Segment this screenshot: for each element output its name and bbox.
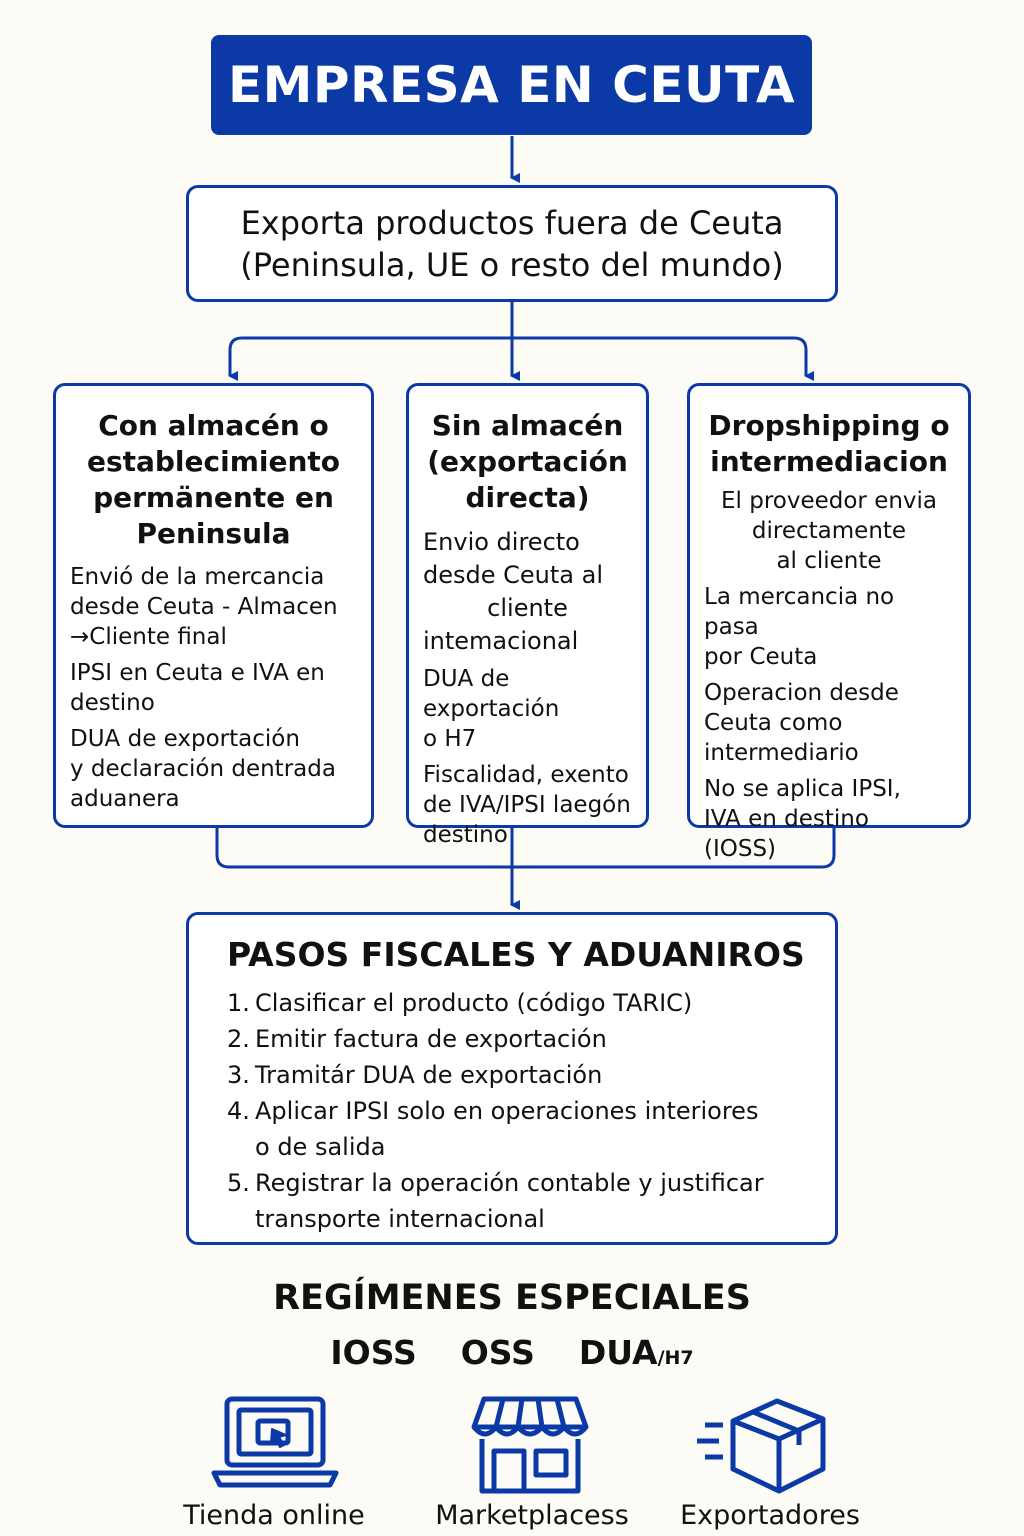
step-text — [255, 1021, 607, 1057]
item-line: Operacion desde — [704, 680, 899, 706]
step-text — [255, 985, 692, 1021]
column-title — [704, 408, 954, 480]
item-line: No se aplica IPSI, — [704, 776, 901, 802]
step-text — [255, 1057, 602, 1093]
column-item — [70, 658, 357, 718]
steps-box — [186, 912, 838, 1245]
column-item — [704, 582, 954, 672]
arrow-export-to-right — [512, 338, 806, 376]
step-item — [227, 1057, 815, 1093]
item-line: DUA de exportación — [70, 726, 300, 752]
item-line: Ceuta como intermediario — [704, 710, 859, 766]
regime-dua-label: DUA — [578, 1333, 658, 1372]
regime-ioss: IOSS — [330, 1333, 417, 1372]
step-text — [255, 1093, 758, 1165]
item-line: de IVA/IPSI laegón — [423, 792, 631, 818]
item-line: directamente — [751, 518, 907, 544]
export-box — [186, 185, 838, 302]
step-item — [227, 985, 815, 1021]
item-line: El proveedor envia — [720, 488, 938, 514]
steps-title: PASOS FISCALES Y ADUANIROS — [227, 935, 805, 974]
item-line: IPSI en Ceuta e IVA en — [70, 660, 325, 686]
column-title-line: directa) — [465, 481, 590, 514]
page-title: EMPRESA EN CEUTA — [227, 56, 796, 114]
item-line: y declaración dentrada — [70, 756, 336, 782]
icon-label-marketplaces: Marketplacess — [435, 1500, 629, 1531]
column-item — [70, 724, 357, 814]
column-direct-export — [406, 383, 649, 848]
package-icon — [695, 1395, 830, 1495]
item-line: (IOSS) — [704, 836, 777, 862]
step-line: Emitir factura de exportación — [255, 1025, 607, 1053]
column-title-line: Con almacén o — [98, 409, 329, 442]
regimes-title: REGÍMENES ESPECIALES — [273, 1278, 751, 1318]
step-line: Aplicar IPSI solo en operaciones interiores — [255, 1097, 759, 1125]
column-item — [704, 774, 954, 864]
column-title-line: establecimiento — [86, 445, 341, 478]
regime-dua — [579, 1333, 694, 1372]
column-title — [423, 408, 632, 516]
export-line-1: Exporta productos fuera de Ceuta — [240, 203, 784, 242]
title-banner — [211, 35, 812, 135]
item-line: Envio directo — [423, 528, 580, 556]
step-line: Tramitár DUA de exportación — [255, 1061, 603, 1089]
item-line: o H7 — [423, 726, 477, 752]
column-item — [423, 760, 632, 850]
regime-oss: OSS — [460, 1333, 535, 1372]
column-title-line: intermediacion — [710, 445, 948, 478]
steps-list — [227, 985, 815, 1237]
icon-label-tienda-online: Tienda online — [183, 1500, 365, 1531]
item-line: DUA de exportación — [423, 666, 560, 722]
column-title-line: (exportación — [427, 445, 628, 478]
item-line: Envió de la mercancia — [70, 564, 325, 590]
column-title-line: Peninsula — [136, 517, 291, 550]
step-number: 1. — [227, 989, 250, 1017]
item-line: →Cliente final — [70, 624, 227, 650]
icon-label-exportadores: Exportadores — [680, 1500, 860, 1531]
arrow-export-to-left — [230, 338, 512, 376]
item-line: Fiscalidad, exento — [423, 762, 629, 788]
item-line: IVA en destino — [704, 806, 869, 832]
step-text — [255, 1165, 764, 1237]
item-line: cliente — [487, 594, 568, 622]
column-title-line: Dropshipping o — [708, 409, 950, 442]
item-line: intemacional — [423, 627, 579, 655]
item-line: desde Ceuta - Almacen — [70, 594, 338, 620]
regime-dua-sub: /H7 — [657, 1347, 694, 1369]
column-title-line: Sin almacén — [431, 409, 624, 442]
regimes-list — [0, 1333, 1024, 1372]
step-number: 5. — [227, 1169, 250, 1197]
column-title — [70, 408, 357, 552]
column-title-line: permänente en — [93, 481, 334, 514]
step-line: o de salida — [255, 1133, 386, 1161]
item-line: aduanera — [70, 786, 180, 812]
item-line: destino — [70, 690, 155, 716]
column-item — [704, 678, 954, 768]
item-line: destino — [423, 822, 508, 848]
column-item — [423, 526, 632, 658]
column-item — [70, 562, 357, 652]
item-line: al cliente — [776, 548, 882, 574]
step-number: 3. — [227, 1061, 250, 1089]
storefront-icon — [470, 1395, 590, 1495]
export-line-2: (Peninsula, UE o resto del mundo) — [240, 245, 784, 284]
column-dropshipping — [687, 383, 971, 862]
item-line: desde Ceuta al — [423, 561, 603, 589]
step-line: Registrar la operación contable y justificar — [255, 1169, 764, 1197]
item-line: La mercancia no pasa — [704, 584, 895, 640]
laptop-icon — [210, 1393, 340, 1493]
column-item — [704, 486, 954, 576]
step-item — [227, 1165, 815, 1237]
step-number: 4. — [227, 1097, 250, 1125]
step-line: Clasificar el producto (código TARIC) — [255, 989, 693, 1017]
step-item — [227, 1093, 815, 1165]
step-item — [227, 1021, 815, 1057]
item-line: por Ceuta — [704, 644, 818, 670]
column-item — [423, 664, 632, 754]
column-warehouse — [53, 383, 374, 828]
step-line: transporte internacional — [255, 1205, 545, 1233]
step-number: 2. — [227, 1025, 250, 1053]
